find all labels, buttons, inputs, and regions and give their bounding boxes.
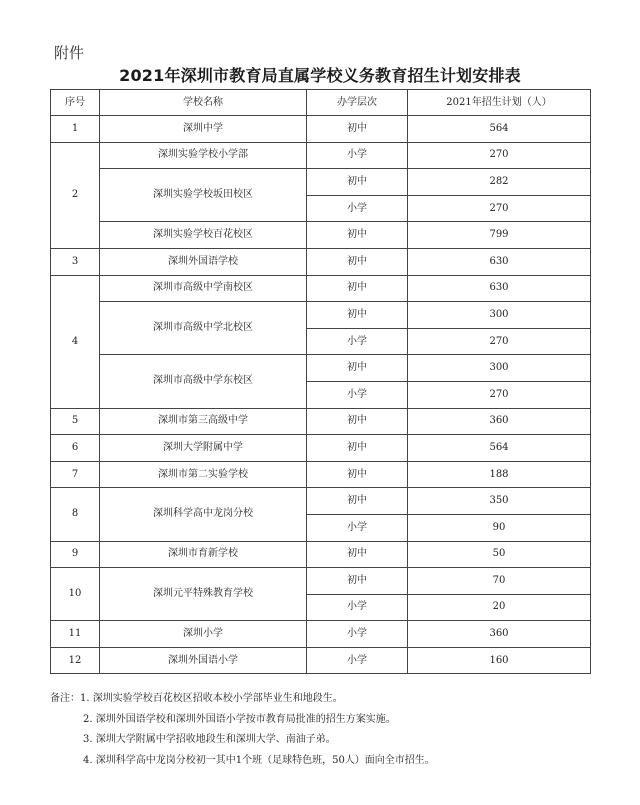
enrollment-count: 350 <box>408 488 591 515</box>
row-number: 1 <box>51 116 100 143</box>
table-row <box>51 541 591 568</box>
row-number: 3 <box>51 248 100 275</box>
table-row <box>51 647 591 674</box>
enrollment-count: 50 <box>408 541 591 568</box>
table-row <box>51 355 591 382</box>
school-level: 初中 <box>307 488 408 515</box>
school-name: 深圳市第三高级中学 <box>100 408 307 435</box>
table-header-row <box>51 90 591 116</box>
school-level: 小学 <box>307 381 408 408</box>
school-level: 初中 <box>307 248 408 275</box>
school-name: 深圳实验学校百花校区 <box>100 222 307 249</box>
enrollment-count: 300 <box>408 302 591 329</box>
school-level: 小学 <box>307 621 408 648</box>
enrollment-plan-table <box>50 89 591 674</box>
enrollment-count: 270 <box>408 195 591 222</box>
school-name: 深圳元平特殊教育学校 <box>100 568 307 621</box>
school-level: 初中 <box>307 302 408 329</box>
enrollment-count: 630 <box>408 275 591 302</box>
notes-label: 备注： <box>50 693 80 704</box>
school-name: 深圳市第二实验学校 <box>100 461 307 488</box>
table-row <box>51 488 591 515</box>
table-row <box>51 621 591 648</box>
note-item: 4. 深圳科学高中龙岗分校初一其中1个班（足球特色班，50人）面向全市招生。 <box>83 754 435 766</box>
enrollment-count: 282 <box>408 169 591 196</box>
school-level: 初中 <box>307 568 408 595</box>
table-row <box>51 169 591 196</box>
table-row <box>51 248 591 275</box>
school-level: 初中 <box>307 461 408 488</box>
table-row <box>51 408 591 435</box>
school-level: 初中 <box>307 169 408 196</box>
school-name: 深圳外国语小学 <box>100 647 307 674</box>
note-item: 3. 深圳大学附属中学招收地段生和深圳大学、南油子弟。 <box>83 734 336 745</box>
table-row <box>51 302 591 329</box>
enrollment-count: 70 <box>408 568 591 595</box>
row-number: 8 <box>51 488 100 541</box>
school-level: 小学 <box>307 647 408 674</box>
enrollment-count: 188 <box>408 461 591 488</box>
enrollment-count: 564 <box>408 116 591 143</box>
table-row <box>51 461 591 488</box>
attachment-label: 附件 <box>54 44 85 62</box>
school-level: 初中 <box>307 435 408 462</box>
enrollment-count: 630 <box>408 248 591 275</box>
enrollment-count: 90 <box>408 514 591 541</box>
school-level: 初中 <box>307 222 408 249</box>
school-level: 初中 <box>307 275 408 302</box>
enrollment-count: 360 <box>408 408 591 435</box>
page-title: 2021年深圳市教育局直属学校义务教育招生计划安排表 <box>119 66 521 85</box>
row-number: 12 <box>51 647 100 674</box>
notes-section <box>50 689 610 771</box>
note-item: 2. 深圳外国语学校和深圳外国语小学按市教育局批准的招生方案实施。 <box>83 713 396 725</box>
school-name: 深圳小学 <box>100 621 307 648</box>
school-name: 深圳市高级中学东校区 <box>100 355 307 408</box>
col-header-school: 学校名称 <box>100 90 307 116</box>
col-header-level: 办学层次 <box>307 90 408 116</box>
school-name: 深圳外国语学校 <box>100 248 307 275</box>
school-level: 初中 <box>307 408 408 435</box>
table-row <box>51 116 591 143</box>
note-item <box>50 689 610 710</box>
table-row <box>51 435 591 462</box>
row-number: 6 <box>51 435 100 462</box>
row-number: 5 <box>51 408 100 435</box>
enrollment-count: 799 <box>408 222 591 249</box>
school-name: 深圳实验学校小学部 <box>100 142 307 169</box>
school-level: 小学 <box>307 195 408 222</box>
school-level: 小学 <box>307 328 408 355</box>
school-name: 深圳大学附属中学 <box>100 435 307 462</box>
row-number: 9 <box>51 541 100 568</box>
school-level: 小学 <box>307 594 408 621</box>
row-number: 4 <box>51 275 100 408</box>
school-level: 小学 <box>307 514 408 541</box>
table-row <box>51 142 591 169</box>
col-header-plan: 2021年招生计划（人） <box>408 90 591 116</box>
school-name: 深圳市高级中学南校区 <box>100 275 307 302</box>
school-level: 初中 <box>307 116 408 143</box>
school-name: 深圳实验学校坂田校区 <box>100 169 307 222</box>
enrollment-count: 270 <box>408 328 591 355</box>
school-name: 深圳中学 <box>100 116 307 143</box>
school-level: 小学 <box>307 142 408 169</box>
table-row <box>51 568 591 595</box>
note-text: 1. 深圳实验学校百花校区招收本校小学部毕业生和地段生。 <box>80 693 343 704</box>
row-number: 2 <box>51 142 100 248</box>
enrollment-count: 20 <box>408 594 591 621</box>
enrollment-count: 360 <box>408 621 591 648</box>
row-number: 11 <box>51 621 100 648</box>
school-name: 深圳市育新学校 <box>100 541 307 568</box>
table-row <box>51 275 591 302</box>
col-header-number: 序号 <box>51 90 100 116</box>
school-name: 深圳市高级中学北校区 <box>100 302 307 355</box>
school-level: 初中 <box>307 355 408 382</box>
enrollment-count: 300 <box>408 355 591 382</box>
row-number: 7 <box>51 461 100 488</box>
row-number: 10 <box>51 568 100 621</box>
school-level: 初中 <box>307 541 408 568</box>
enrollment-count: 564 <box>408 435 591 462</box>
school-name: 深圳科学高中龙岗分校 <box>100 488 307 541</box>
enrollment-count: 160 <box>408 647 591 674</box>
enrollment-count: 270 <box>408 381 591 408</box>
enrollment-count: 270 <box>408 142 591 169</box>
table-row <box>51 222 591 249</box>
